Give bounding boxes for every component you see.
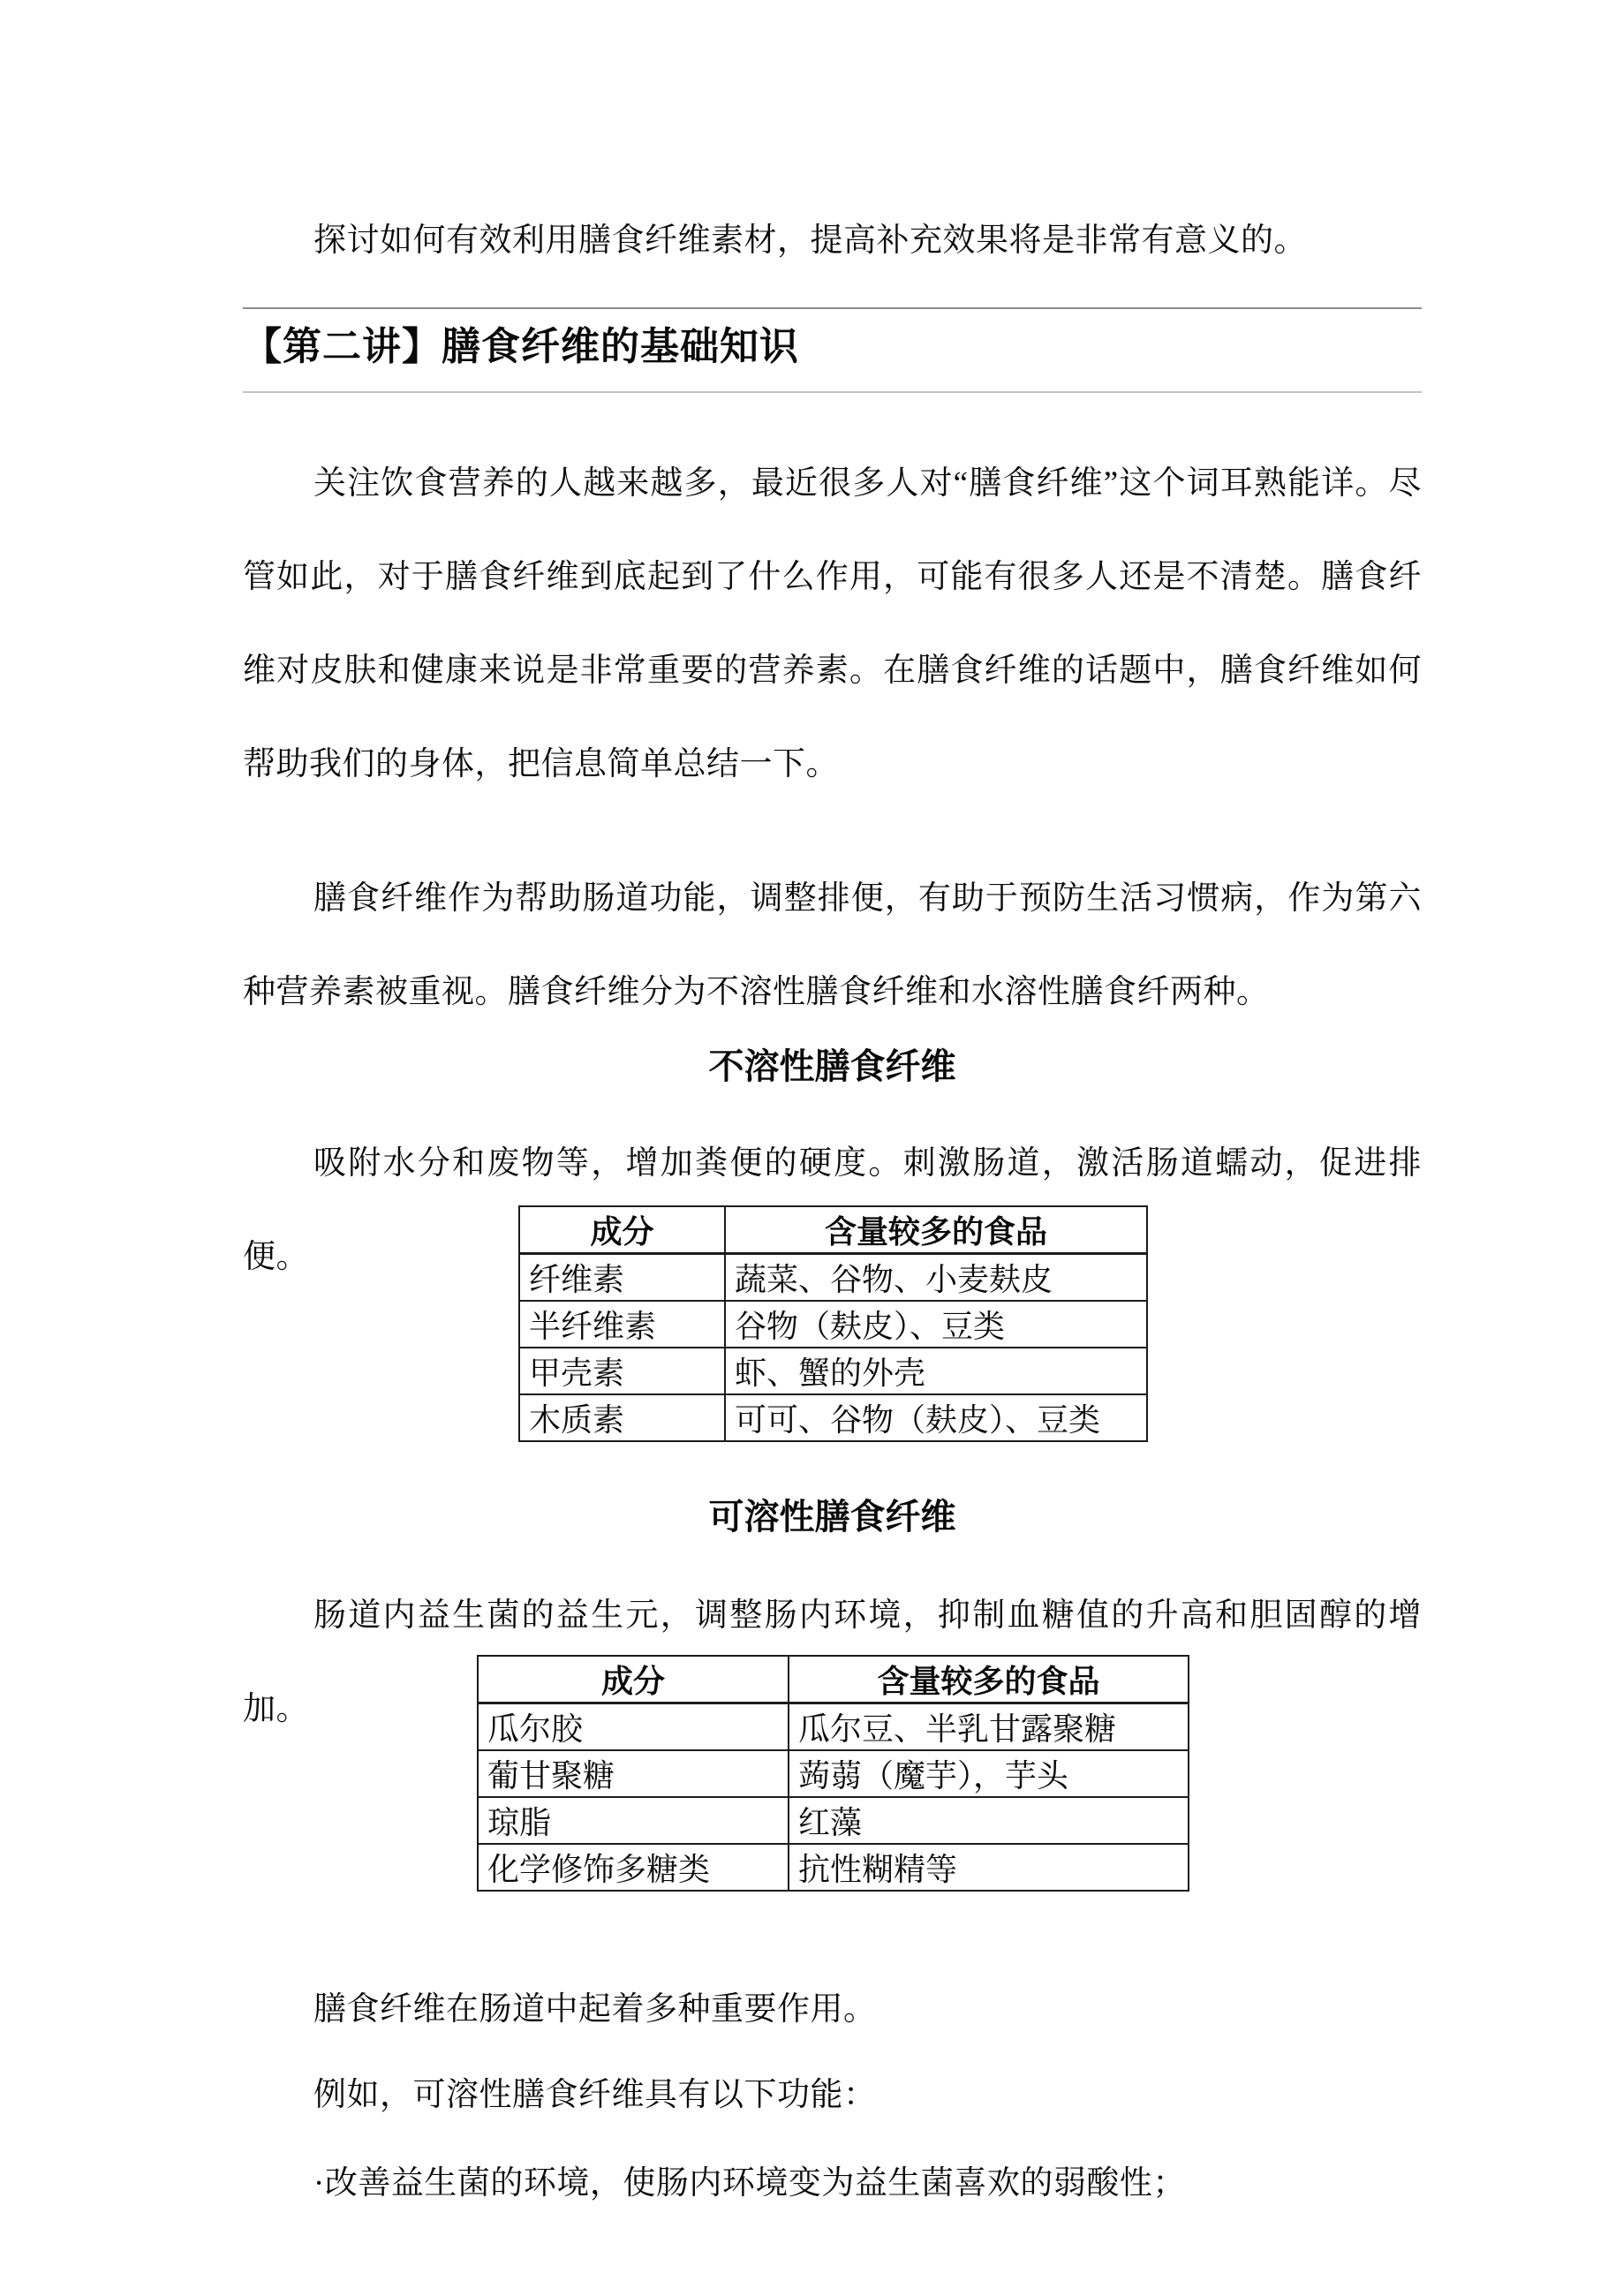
insoluble-description: 吸附水分和废物等，增加粪便的硬度。刺激肠道，激活肠道蠕动，促进排便。 (243, 1145, 1422, 1275)
closing-paragraph-3: ·改善益生菌的环境，使肠内环境变为益生菌喜欢的弱酸性； (313, 2165, 1186, 2202)
soluble-fiber-table (477, 1655, 1189, 1892)
table-header-row (519, 1206, 1147, 1254)
table-cell: 瓜尔胶 (478, 1703, 789, 1751)
table-cell: 甲壳素 (519, 1348, 725, 1394)
body-paragraph-1: 关注饮食营养的人越来越多，最近很多人对“膳食纤维”这个词耳熟能详。尽管如此，对于膳食纤维到底起到了什么作用，可能有很多人还是不清楚。膳食纤维对皮肤和健康来说是非常重要的营养素。在膳食纤维的话题中，膳食纤维如何帮助我们的身体，把信息简单总结一下。 (243, 465, 1422, 782)
table-row (519, 1254, 1147, 1302)
table-cell: 蔬菜、谷物、小麦麸皮 (725, 1254, 1147, 1302)
table-cell: 纤维素 (519, 1254, 725, 1302)
table-cell: 葡甘聚糖 (478, 1750, 789, 1797)
table-row (478, 1750, 1189, 1797)
table-header-cell: 成分 (519, 1206, 725, 1254)
table-cell: 木质素 (519, 1394, 725, 1441)
table-header-cell: 含量较多的食品 (725, 1206, 1147, 1254)
closing-paragraph-2: 例如，可溶性膳食纤维具有以下功能： (313, 2077, 877, 2113)
section-heading: 【第二讲】膳食纤维的基础知识 (243, 325, 799, 368)
table-cell: 虾、蟹的外壳 (725, 1348, 1147, 1394)
table-row (519, 1301, 1147, 1348)
table-cell: 化学修饰多糖类 (478, 1844, 789, 1891)
insoluble-fiber-table (518, 1205, 1148, 1442)
table-row (478, 1703, 1189, 1751)
table-row (478, 1844, 1189, 1891)
soluble-description: 肠道内益生菌的益生元，调整肠内环境，抑制血糖值的升高和胆固醇的增加。 (243, 1597, 1422, 1727)
table-cell: 琼脂 (478, 1797, 789, 1844)
body-paragraph-2: 膳食纤维作为帮助肠道功能，调整排便，有助于预防生活习惯病，作为第六种营养素被重视。膳食纤维分为不溶性膳食纤维和水溶性膳食纤两种。 (243, 880, 1422, 1010)
table-cell: 蒟蒻（魔芋），芋头 (789, 1750, 1189, 1797)
table-header-row (478, 1656, 1189, 1703)
insoluble-subheading: 不溶性膳食纤维 (708, 1046, 956, 1086)
table-cell: 红藻 (789, 1797, 1189, 1844)
table-header-cell: 成分 (478, 1656, 789, 1703)
table-cell: 瓜尔豆、半乳甘露聚糖 (789, 1703, 1189, 1751)
table-row (478, 1797, 1189, 1844)
table-cell: 抗性糊精等 (789, 1844, 1189, 1891)
table-header-cell: 含量较多的食品 (789, 1656, 1189, 1703)
table-row (519, 1348, 1147, 1394)
soluble-subheading: 可溶性膳食纤维 (708, 1497, 956, 1537)
table-cell: 半纤维素 (519, 1301, 725, 1348)
table-cell: 可可、谷物（麸皮）、豆类 (725, 1394, 1147, 1441)
closing-paragraph-1: 膳食纤维在肠道中起着多种重要作用。 (313, 1991, 877, 2028)
section-heading-block (243, 307, 1422, 393)
table-cell: 谷物（麸皮）、豆类 (725, 1301, 1147, 1348)
intro-paragraph: 探讨如何有效利用膳食纤维素材，提高补充效果将是非常有意义的。 (313, 223, 1307, 259)
table-row (519, 1394, 1147, 1441)
